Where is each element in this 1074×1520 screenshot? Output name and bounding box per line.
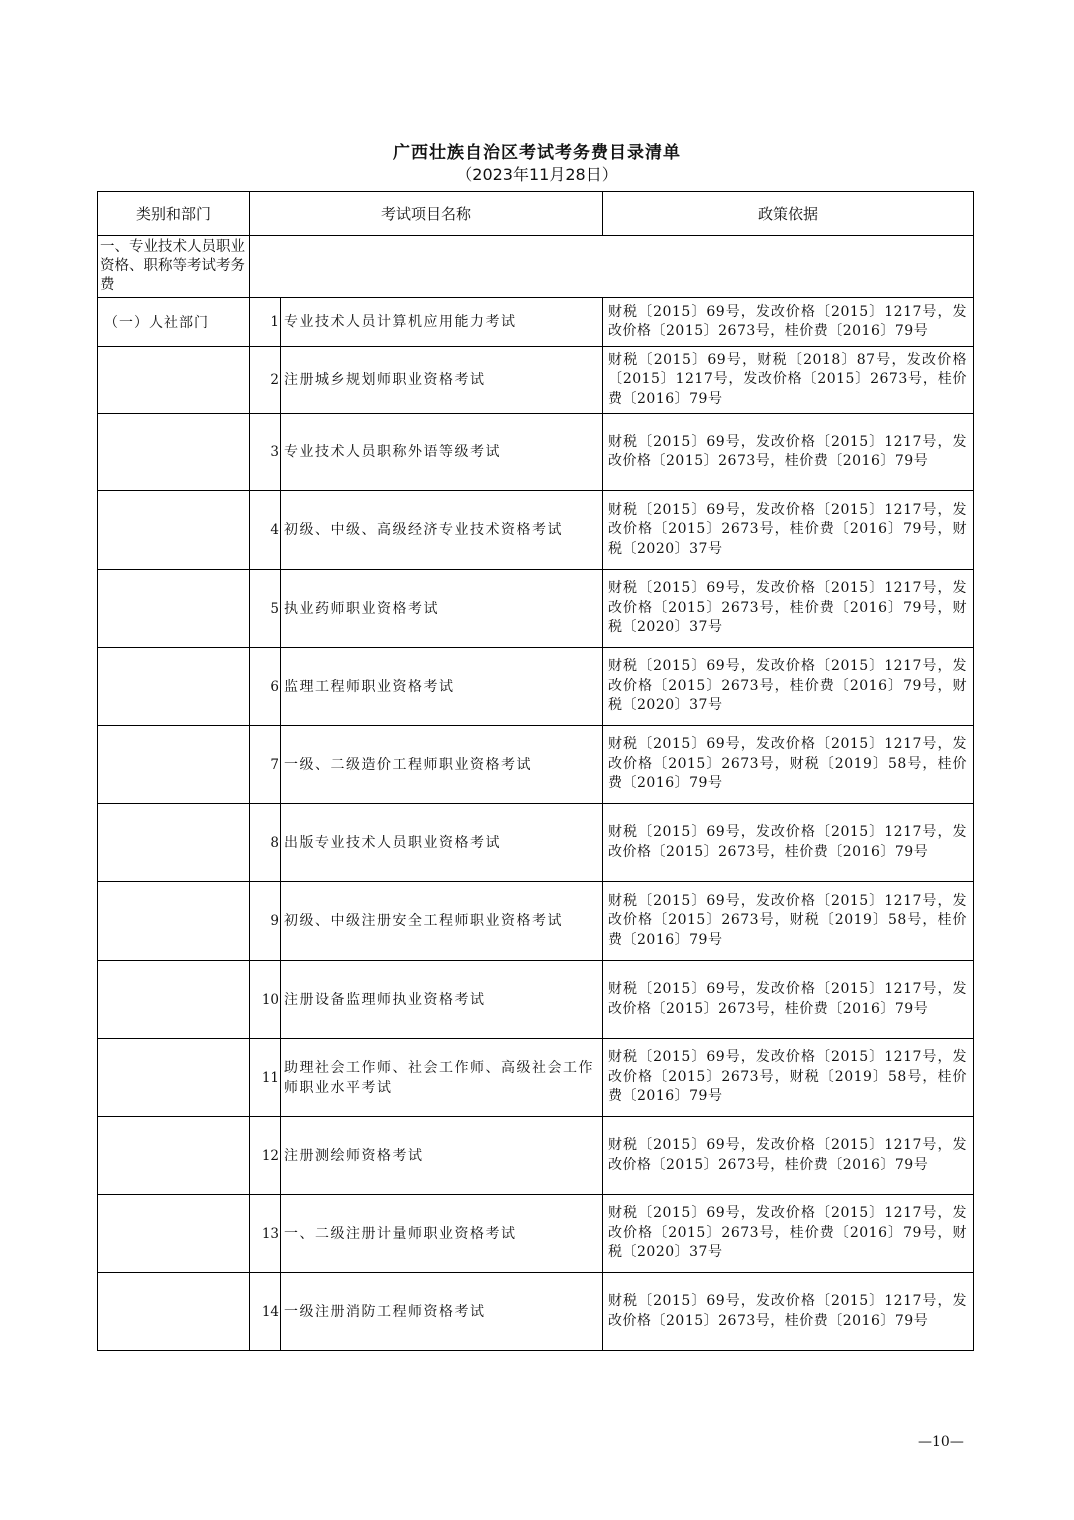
page-number: —10— bbox=[918, 1434, 964, 1450]
exam-name: 助理社会工作师、社会工作师、高级社会工作师职业水平考试 bbox=[281, 1039, 603, 1117]
fee-catalog-table bbox=[97, 191, 974, 1351]
header-policy-basis: 政策依据 bbox=[603, 192, 974, 236]
row-number: 7 bbox=[250, 726, 281, 804]
category-cell bbox=[98, 414, 250, 491]
table-row bbox=[98, 1273, 974, 1351]
table-row bbox=[98, 347, 974, 414]
category-cell bbox=[98, 1039, 250, 1117]
exam-name: 注册设备监理师执业资格考试 bbox=[281, 961, 603, 1039]
row-number: 9 bbox=[250, 882, 281, 961]
row-number: 1 bbox=[250, 298, 281, 347]
exam-name: 一、二级注册计量师职业资格考试 bbox=[281, 1195, 603, 1273]
row-number: 6 bbox=[250, 648, 281, 726]
table-row bbox=[98, 1117, 974, 1195]
policy-basis: 财税〔2015〕69号，发改价格〔2015〕1217号，发改价格〔2015〕2673号，桂价费〔2016〕79号，财税〔2020〕37号 bbox=[603, 648, 974, 726]
table-row bbox=[98, 1039, 974, 1117]
category-cell bbox=[98, 491, 250, 570]
exam-name: 专业技术人员职称外语等级考试 bbox=[281, 414, 603, 491]
category-cell bbox=[98, 804, 250, 882]
table-row bbox=[98, 1195, 974, 1273]
table-row bbox=[98, 961, 974, 1039]
row-number: 8 bbox=[250, 804, 281, 882]
row-number: 14 bbox=[250, 1273, 281, 1351]
category-cell bbox=[98, 1117, 250, 1195]
table-row bbox=[98, 491, 974, 570]
section-title: 一、专业技术人员职业资格、职称等考试考务费 bbox=[98, 236, 250, 298]
table-row bbox=[98, 648, 974, 726]
exam-name: 注册城乡规划师职业资格考试 bbox=[281, 347, 603, 414]
header-exam-name: 考试项目名称 bbox=[250, 192, 603, 236]
table-row bbox=[98, 882, 974, 961]
exam-name: 注册测绘师资格考试 bbox=[281, 1117, 603, 1195]
policy-basis: 财税〔2015〕69号，发改价格〔2015〕1217号，发改价格〔2015〕2673号，财税〔2019〕58号，桂价费〔2016〕79号 bbox=[603, 726, 974, 804]
row-number: 11 bbox=[250, 1039, 281, 1117]
row-number: 5 bbox=[250, 570, 281, 648]
section-blank bbox=[250, 236, 974, 298]
section-row bbox=[98, 236, 974, 298]
row-number: 4 bbox=[250, 491, 281, 570]
category-cell bbox=[98, 648, 250, 726]
table-row bbox=[98, 726, 974, 804]
document-title: 广西壮族自治区考试考务费目录清单 bbox=[393, 143, 681, 163]
row-number: 13 bbox=[250, 1195, 281, 1273]
category-cell bbox=[98, 570, 250, 648]
exam-name: 初级、中级注册安全工程师职业资格考试 bbox=[281, 882, 603, 961]
policy-basis: 财税〔2015〕69号，发改价格〔2015〕1217号，发改价格〔2015〕2673号，桂价费〔2016〕79号 bbox=[603, 1273, 974, 1351]
table-row bbox=[98, 414, 974, 491]
table-row bbox=[98, 298, 974, 347]
department-label: （一）人社部门 bbox=[98, 298, 250, 347]
exam-name: 监理工程师职业资格考试 bbox=[281, 648, 603, 726]
exam-name: 执业药师职业资格考试 bbox=[281, 570, 603, 648]
category-cell bbox=[98, 961, 250, 1039]
row-number: 3 bbox=[250, 414, 281, 491]
policy-basis: 财税〔2015〕69号，发改价格〔2015〕1217号，发改价格〔2015〕2673号，桂价费〔2016〕79号，财税〔2020〕37号 bbox=[603, 570, 974, 648]
category-cell bbox=[98, 1195, 250, 1273]
policy-basis: 财税〔2015〕69号，发改价格〔2015〕1217号，发改价格〔2015〕2673号，桂价费〔2016〕79号，财税〔2020〕37号 bbox=[603, 1195, 974, 1273]
policy-basis: 财税〔2015〕69号，发改价格〔2015〕1217号，发改价格〔2015〕2673号，桂价费〔2016〕79号 bbox=[603, 1117, 974, 1195]
category-cell bbox=[98, 347, 250, 414]
row-number: 2 bbox=[250, 347, 281, 414]
policy-basis: 财税〔2015〕69号，发改价格〔2015〕1217号，发改价格〔2015〕2673号，桂价费〔2016〕79号 bbox=[603, 804, 974, 882]
category-cell bbox=[98, 726, 250, 804]
row-number: 12 bbox=[250, 1117, 281, 1195]
policy-basis: 财税〔2015〕69号，发改价格〔2015〕1217号，发改价格〔2015〕2673号，桂价费〔2016〕79号 bbox=[603, 961, 974, 1039]
table-header-row bbox=[98, 192, 974, 236]
row-number: 10 bbox=[250, 961, 281, 1039]
policy-basis: 财税〔2015〕69号，发改价格〔2015〕1217号，发改价格〔2015〕2673号，桂价费〔2016〕79号 bbox=[603, 414, 974, 491]
table-row bbox=[98, 570, 974, 648]
exam-name: 初级、中级、高级经济专业技术资格考试 bbox=[281, 491, 603, 570]
table-row bbox=[98, 804, 974, 882]
document-date: （2023年11月28日） bbox=[456, 165, 618, 184]
exam-name: 一级注册消防工程师资格考试 bbox=[281, 1273, 603, 1351]
policy-basis: 财税〔2015〕69号，发改价格〔2015〕1217号，发改价格〔2015〕2673号，桂价费〔2016〕79号 bbox=[603, 298, 974, 347]
policy-basis: 财税〔2015〕69号，财税〔2018〕87号，发改价格〔2015〕1217号，发改价格〔2015〕2673号，桂价费〔2016〕79号 bbox=[603, 347, 974, 414]
policy-basis: 财税〔2015〕69号，发改价格〔2015〕1217号，发改价格〔2015〕2673号，桂价费〔2016〕79号，财税〔2020〕37号 bbox=[603, 491, 974, 570]
category-cell bbox=[98, 882, 250, 961]
policy-basis: 财税〔2015〕69号，发改价格〔2015〕1217号，发改价格〔2015〕2673号，财税〔2019〕58号，桂价费〔2016〕79号 bbox=[603, 1039, 974, 1117]
category-cell bbox=[98, 1273, 250, 1351]
exam-name: 专业技术人员计算机应用能力考试 bbox=[281, 298, 603, 347]
exam-name: 出版专业技术人员职业资格考试 bbox=[281, 804, 603, 882]
exam-name: 一级、二级造价工程师职业资格考试 bbox=[281, 726, 603, 804]
policy-basis: 财税〔2015〕69号，发改价格〔2015〕1217号，发改价格〔2015〕2673号，财税〔2019〕58号，桂价费〔2016〕79号 bbox=[603, 882, 974, 961]
header-category: 类别和部门 bbox=[98, 192, 250, 236]
